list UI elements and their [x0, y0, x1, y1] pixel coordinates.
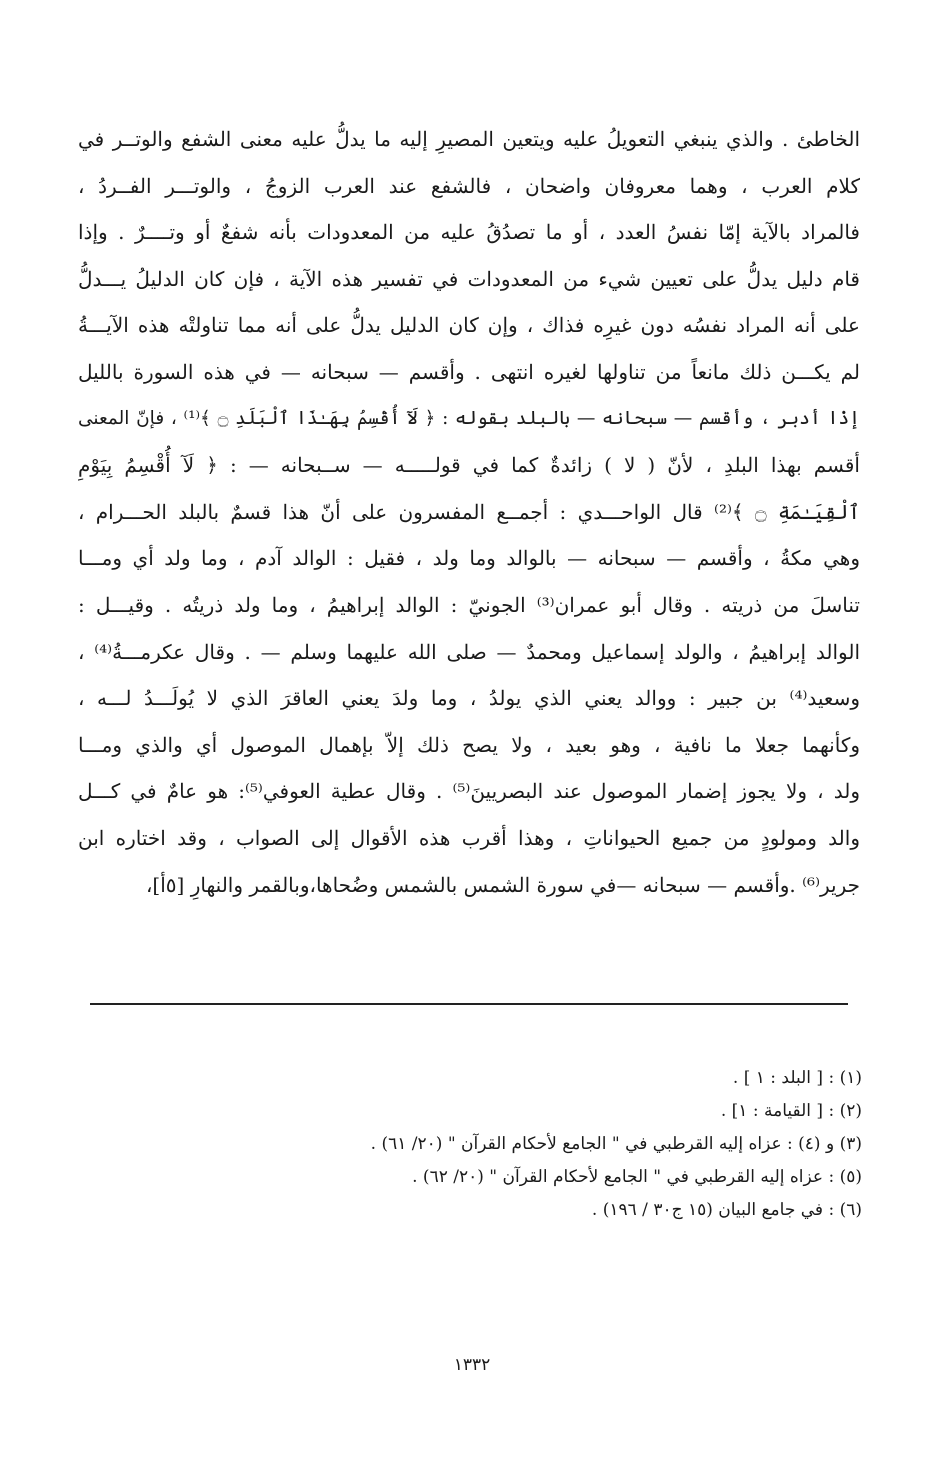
- body-line: الخاطئ . والذي ينبغي التعويلُ عليه ويتعين المصيرِ إليه ما يدلُّ عليه معنى الشفع والوتــر في: [78, 127, 860, 151]
- footnotes: [150, 1062, 862, 1227]
- body-line: والد ومولودٍ من جميع الحيواناتِ ، وهذا أقرب هذه الأقوال إلى الصواب ، وقد اختاره ابن: [78, 825, 860, 850]
- footnote: (٣) و (٤) : عزاه إليه القرطبي في " الجامع لأحكام القرآن " (٢٠/ ٦١) .: [370, 1134, 862, 1154]
- body-line: الوالد إبراهيمُ ، والولد إسماعيل ومحمدٌ — صلى الله عليهما وسلم — . وقال عكرمـــةُ⁽⁴⁾ ،: [78, 639, 860, 664]
- body-text: [78, 116, 860, 908]
- footnote: (٦) : في جامع البيان (١٥ ج٣٠ / ١٩٦) .: [591, 1200, 862, 1220]
- footnote-separator: [90, 1003, 848, 1005]
- body-line: كلام العرب ، وهما معروفان واضحان ، فالشفع عند العرب الزوجُ ، والوتـــر الفــردُ ،: [78, 173, 860, 198]
- body-line: ٱلْقِيَـٰمَةِ ۝ ﴾⁽²⁾ قال الواحـــدي : أجمــع المفسرون على أنّ هذا قسمٌ بالبلد الحـــرام ،: [78, 499, 860, 524]
- body-line: وكأنهما جعلا ما نافية ، وهو بعيد ، ولا يصح ذلك إلاّ بإهمال الموصول أي والذي ومـــا: [78, 732, 860, 757]
- body-line: وسعيد⁽⁴⁾ بن جبير : ووالد يعني الذي يولدُ ، وما ولدَ يعني العاقرَ الذي لا يُولَـــدُ لـــه ،: [78, 686, 860, 711]
- footnote: (٢) : [ القيامة : ١] .: [720, 1101, 862, 1121]
- footnote: (١) : [ البلد : ١ ] .: [732, 1068, 862, 1088]
- body-line: تناسلَ من ذريته . وقال أبو عمران⁽³⁾ الجونيّ : الوالد إبراهيمُ ، وما ولد ذريتُه . وقيـــل :: [78, 592, 860, 617]
- page-number: ١٣٣٢: [453, 1355, 491, 1375]
- body-line: جرير⁽⁶⁾ .وأقسم — سبحانه —في سورة الشمس بالشمس وضُحاها،وبالقمر والنهارِ [٥أ]،: [145, 872, 860, 897]
- body-line: فالمراد بالآية إمّا نفسُ العدد ، أو ما تصدُقُ عليه من المعدودات بأنه شفعٌ أو وتــــرٌ . وإذا: [78, 220, 860, 245]
- body-line: أقسم بهذا البلدِ ، لأنّ ( لا ) زائدةٌ كما في قولـــــه — ســبحانه — : ﴿ لَآ أُقْسِمُ بِيَوْمِ: [78, 453, 860, 478]
- body-line: ولد ، ولا يجوز إضمار الموصول عند البصريينَ⁽⁵⁾ . وقال عطية العوفي⁽⁵⁾: هو عامٌ في كـــل: [78, 779, 860, 804]
- footnote: (٥) : عزاه إليه القرطبي في " الجامع لأحكام القرآن " (٢٠/ ٦٢) .: [412, 1167, 862, 1187]
- body-line: إذْا أدبر ، وأقسم — سبحانه — بالبلد بقوله : ﴿ لَآ أُقْسِمُ بِهَـٰذَا ٱلْبَلَدِ ۝ ﴾⁽¹⁾ ، فإنّ المعنى: [78, 407, 860, 429]
- body-line: لم يكـــن ذلك مانعاً من تناولها لغيره انتهى . وأقسم — سبحانه — في هذه السورة بالليل: [78, 359, 860, 384]
- body-line: وهي مكةُ ، وأقسم — سبحانه — بالوالد وما ولد ، فقيل : الوالد آدم ، وما ولد أي ومـــا: [78, 546, 860, 571]
- body-line: قام دليل يدلُّ على تعيين شيء من المعدودات في تفسير هذه الآية ، فإن كان الدليلُ يـــدلُّ: [78, 266, 860, 291]
- body-line: على أنه المراد نفسُه دون غيرِه فذاك ، وإن كان الدليل يدلُّ على أنه مما تناولتْه هذه الآيـــةُ: [78, 313, 860, 338]
